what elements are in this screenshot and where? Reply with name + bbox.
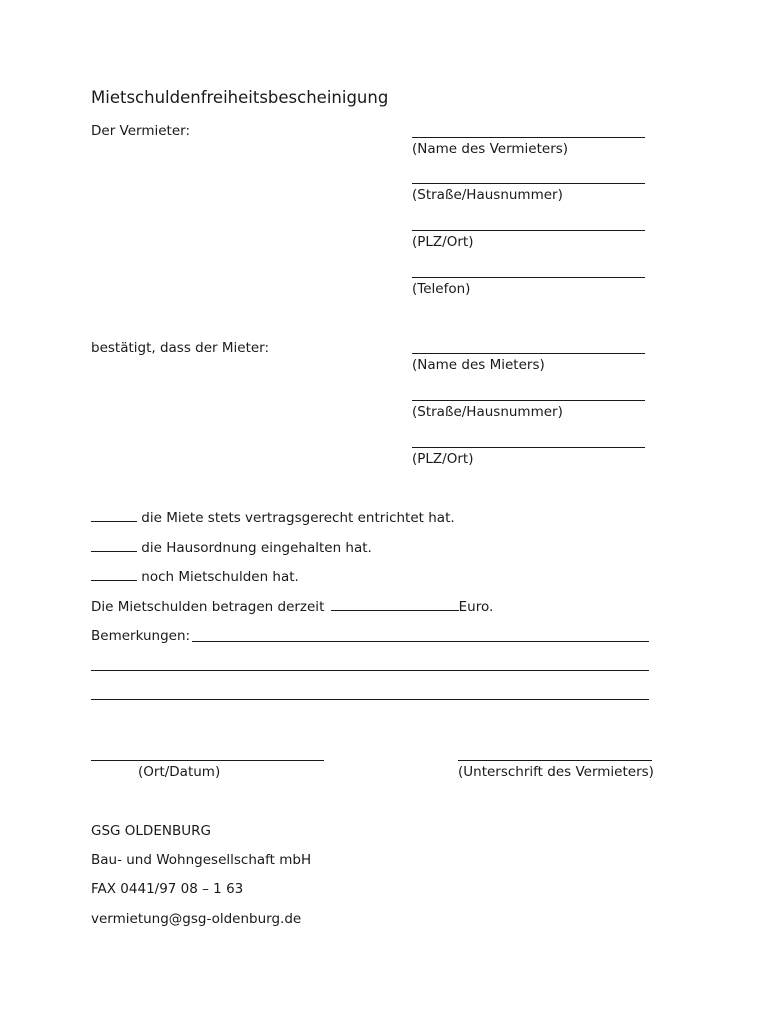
remarks-line-2[interactable] [91,670,649,671]
landlord-street-line[interactable] [412,183,645,184]
remarks-label: Bemerkungen: [91,628,191,644]
landlord-name-caption: (Name des Vermieters) [412,141,569,157]
place-date-line[interactable] [91,760,324,761]
tenant-city-line[interactable] [412,447,645,448]
tenant-street-line[interactable] [412,400,645,401]
tenant-city-caption: (PLZ/Ort) [412,451,474,467]
signature-line[interactable] [458,760,652,761]
document-title: Mietschuldenfreiheitsbescheinigung [91,88,389,107]
signature-caption: (Unterschrift des Vermieters) [458,764,654,780]
tenant-name-line[interactable] [412,353,645,354]
no-debts-text: noch Mietschulden hat. [141,569,299,585]
landlord-city-line[interactable] [412,230,645,231]
landlord-label: Der Vermieter: [91,123,191,139]
company-email[interactable]: vermietung@gsg-oldenburg.de [91,911,302,927]
remarks-line-1[interactable] [192,641,649,642]
company-subtitle: Bau- und Wohngesellschaft mbH [91,852,312,868]
statement-debt-amount [91,599,493,615]
landlord-street-caption: (Straße/Hausnummer) [412,187,563,203]
rent-paid-text: die Miete stets vertragsgerecht entrichtet hat. [141,510,455,526]
house-rules-text: die Hausordnung eingehalten hat. [141,540,372,556]
rent-paid-blank[interactable] [91,510,137,522]
place-date-caption: (Ort/Datum) [138,764,221,780]
company-fax: FAX 0441/97 08 – 1 63 [91,881,244,897]
statement-house-rules [91,540,372,556]
landlord-phone-caption: (Telefon) [412,281,471,297]
landlord-city-caption: (PLZ/Ort) [412,234,474,250]
debt-suffix: Euro. [458,599,494,615]
landlord-name-line[interactable] [412,137,645,138]
house-rules-blank[interactable] [91,540,137,552]
remarks-line-3[interactable] [91,699,649,700]
statement-no-debts [91,569,299,585]
company-name: GSG OLDENBURG [91,823,211,839]
tenant-label: bestätigt, dass der Mieter: [91,340,270,356]
tenant-street-caption: (Straße/Hausnummer) [412,404,563,420]
landlord-phone-line[interactable] [412,277,645,278]
statement-rent-paid [91,510,455,526]
no-debts-blank[interactable] [91,569,137,581]
debt-amount-blank[interactable] [331,599,459,611]
debt-prefix: Die Mietschulden betragen derzeit [91,599,325,615]
tenant-name-caption: (Name des Mieters) [412,357,545,373]
